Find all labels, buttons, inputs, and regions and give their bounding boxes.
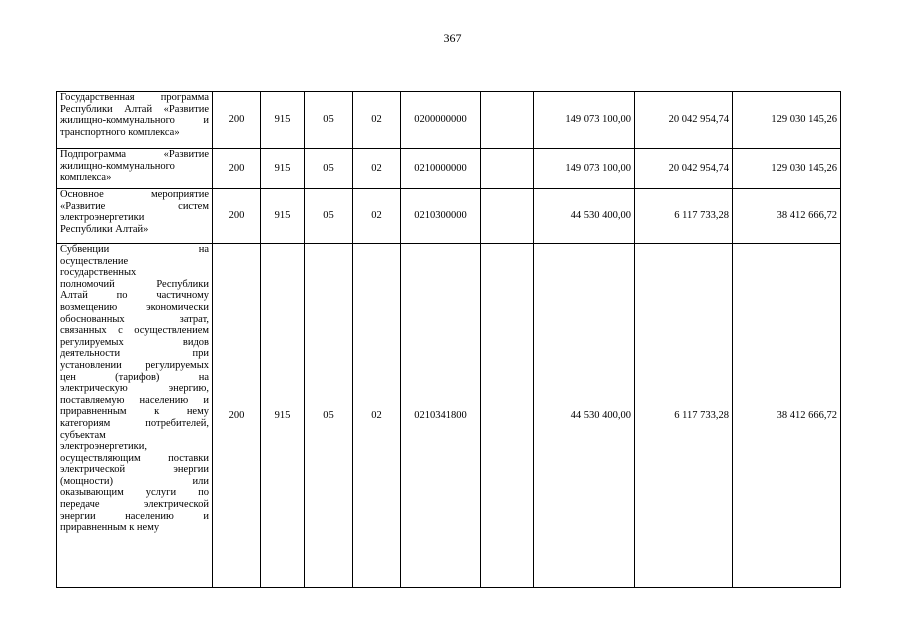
row-name-line: транспортного комплекса» xyxy=(60,126,180,138)
row-name-cell xyxy=(57,92,213,149)
amount-cell: 44 530 400,00 xyxy=(534,189,635,244)
row-name-line: Субвенции на xyxy=(60,244,209,255)
code-cell xyxy=(481,189,534,244)
amount-cell: 149 073 100,00 xyxy=(534,149,635,189)
code-cell: 02 xyxy=(353,149,401,189)
table-row xyxy=(57,92,841,149)
row-name-line: Подпрограмма «Развитие xyxy=(60,149,209,160)
row-name-line: государственных xyxy=(60,267,137,279)
row-name-line: установлении регулируемых xyxy=(60,359,209,371)
amount-cell: 6 117 733,28 xyxy=(635,189,733,244)
code-cell xyxy=(481,244,534,588)
row-name-line: Основное мероприятие xyxy=(60,189,209,200)
code-cell: 05 xyxy=(305,189,353,244)
code-cell xyxy=(481,149,534,189)
row-name-line: оказывающим услуги по xyxy=(60,487,209,499)
code-cell: 200 xyxy=(213,92,261,149)
amount-cell: 149 073 100,00 xyxy=(534,92,635,149)
code-cell: 0210000000 xyxy=(401,149,481,189)
table-row xyxy=(57,149,841,189)
code-cell: 0210341800 xyxy=(401,244,481,588)
row-name-cell xyxy=(57,149,213,189)
code-cell: 200 xyxy=(213,149,261,189)
code-cell: 02 xyxy=(353,244,401,588)
code-cell: 05 xyxy=(305,149,353,189)
row-name-cell xyxy=(57,244,213,588)
amount-cell: 38 412 666,72 xyxy=(733,189,841,244)
code-cell: 915 xyxy=(261,244,305,588)
row-name-line: обоснованных затрат, xyxy=(60,313,209,325)
budget-table xyxy=(56,91,841,588)
row-name-line: связанных с осуществлением xyxy=(60,325,209,337)
row-name-line: энергии населению и xyxy=(60,510,209,522)
row-name-line: полномочий Республики xyxy=(60,278,209,290)
row-name-line: Алтай по частичному xyxy=(60,290,209,302)
code-cell: 200 xyxy=(213,244,261,588)
row-name-line: жилищно-коммунального xyxy=(60,160,175,172)
row-name-line: субъектам xyxy=(60,429,106,441)
row-name-line: приравненным к нему xyxy=(60,522,160,534)
table-row xyxy=(57,244,841,588)
row-name-line: поставляемую населению и xyxy=(60,394,209,406)
amount-cell: 38 412 666,72 xyxy=(733,244,841,588)
code-cell: 02 xyxy=(353,189,401,244)
amount-cell: 20 042 954,74 xyxy=(635,92,733,149)
row-name-line: деятельности при xyxy=(60,348,209,360)
amount-cell: 20 042 954,74 xyxy=(635,149,733,189)
row-name-line: цен (тарифов) на xyxy=(60,371,209,383)
row-name-line: (мощности) или xyxy=(60,475,209,487)
amount-cell: 129 030 145,26 xyxy=(733,149,841,189)
row-name-line: электроэнергетики, xyxy=(60,441,147,453)
code-cell: 05 xyxy=(305,244,353,588)
amount-cell: 44 530 400,00 xyxy=(534,244,635,588)
code-cell: 200 xyxy=(213,189,261,244)
row-name-line: комплекса» xyxy=(60,172,112,184)
amount-cell: 6 117 733,28 xyxy=(635,244,733,588)
code-cell: 0210300000 xyxy=(401,189,481,244)
code-cell: 915 xyxy=(261,149,305,189)
row-name-line: жилищно-коммунального и xyxy=(60,115,209,127)
row-name-line: электрической энергии xyxy=(60,464,209,476)
table-body xyxy=(57,92,841,588)
row-name-line: Республики Алтай» xyxy=(60,223,149,235)
row-name-line: осуществляющим поставки xyxy=(60,452,209,464)
code-cell: 0200000000 xyxy=(401,92,481,149)
row-name-line: осуществление xyxy=(60,255,129,267)
code-cell: 05 xyxy=(305,92,353,149)
row-name-line: передаче электрической xyxy=(60,499,209,511)
row-name-cell xyxy=(57,189,213,244)
row-name-line: электрическую энергию, xyxy=(60,383,209,395)
code-cell xyxy=(481,92,534,149)
row-name-line: «Развитие систем xyxy=(60,200,209,212)
row-name-line: приравненным к нему xyxy=(60,406,209,418)
code-cell: 915 xyxy=(261,189,305,244)
row-name-line: категориям потребителей, xyxy=(60,417,209,429)
row-name-line: Государственная программа xyxy=(60,92,209,103)
row-name-line: регулируемых видов xyxy=(60,336,209,348)
row-name-line: возмещению экономически xyxy=(60,301,209,313)
amount-cell: 129 030 145,26 xyxy=(733,92,841,149)
code-cell: 02 xyxy=(353,92,401,149)
row-name-line: электроэнергетики xyxy=(60,212,145,224)
page-number: 367 xyxy=(443,31,462,45)
row-name-line: Республики Алтай «Развитие xyxy=(60,103,209,115)
code-cell: 915 xyxy=(261,92,305,149)
table-row xyxy=(57,189,841,244)
